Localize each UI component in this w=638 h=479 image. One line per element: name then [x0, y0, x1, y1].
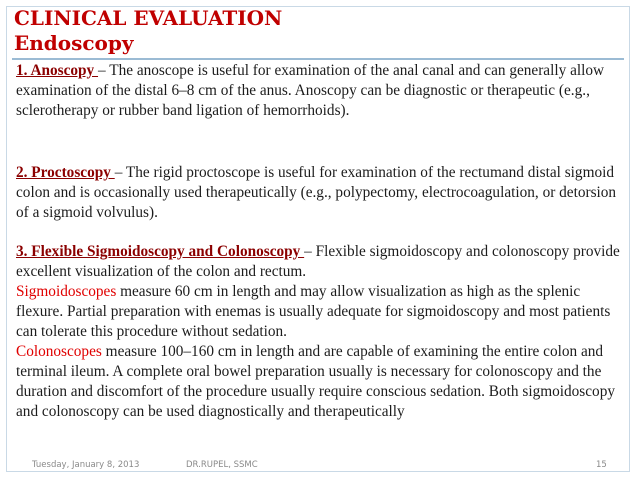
section-anoscopy	[16, 61, 624, 121]
section-text: – The rigid proctoscope is useful for examination of the rectumand distal sigmoid colon and is occasionally used therapeutically (e.g., polypectomy, electrocoagulation, or detorsion of a sigmoid volvulus).	[16, 164, 617, 221]
slide-title: CLINICAL EVALUATION	[14, 6, 283, 30]
footer-date: Tuesday, January 8, 2013	[32, 460, 140, 470]
section-heading: 1. Anoscopy	[16, 62, 99, 79]
section-heading: 2. Proctoscopy	[16, 164, 115, 181]
section-proctoscopy	[16, 163, 624, 223]
section-text: – The anoscope is useful for examination of the anal canal and can generally allow examination of the distal 6–8 cm of the anus. Anoscopy can be diagnostic or therapeutic (e.g., sclerotherapy or rubber band ligation of hemorrhoids).	[16, 62, 605, 119]
colonoscopes-text: measure 100–160 cm in length and are capable of examining the entire colon and terminal ileum. A complete oral bowel preparation usually is necessary for colonoscopy and the duration and discomfort of the procedure usually require conscious sedation. Both sigmoidoscopy and colonoscopy can be used diagnostically and therapeutically	[16, 343, 615, 420]
colonoscopes-paragraph	[16, 342, 624, 422]
sigmoidoscopes-text: measure 60 cm in length and may allow visualization as high as the splenic flexure. Partial preparation with enemas is usually adequate for sigmoidoscopy and most patients can tolerate this procedure without sedation.	[16, 283, 611, 340]
section-sigmoidoscopy-colonoscopy	[16, 242, 624, 422]
slide-number: 15	[596, 460, 607, 470]
section-paragraph	[16, 242, 624, 282]
sigmoidoscopes-paragraph	[16, 282, 624, 342]
footer-author: DR.RUPEL, SSMC	[186, 460, 258, 470]
slide-subtitle: Endoscopy	[14, 31, 134, 55]
section-text: – Flexible sigmoidoscopy and colonoscopy provide excellent visualization of the colon and rectum.	[16, 243, 620, 280]
section-heading: 3. Flexible Sigmoidoscopy and Colonoscopy	[16, 243, 305, 260]
term-colonoscopes: Colonoscopes	[16, 343, 102, 360]
section-paragraph	[16, 163, 624, 223]
section-paragraph	[16, 61, 624, 121]
term-sigmoidoscopes: Sigmoidoscopes	[16, 283, 117, 300]
title-divider	[12, 58, 624, 60]
